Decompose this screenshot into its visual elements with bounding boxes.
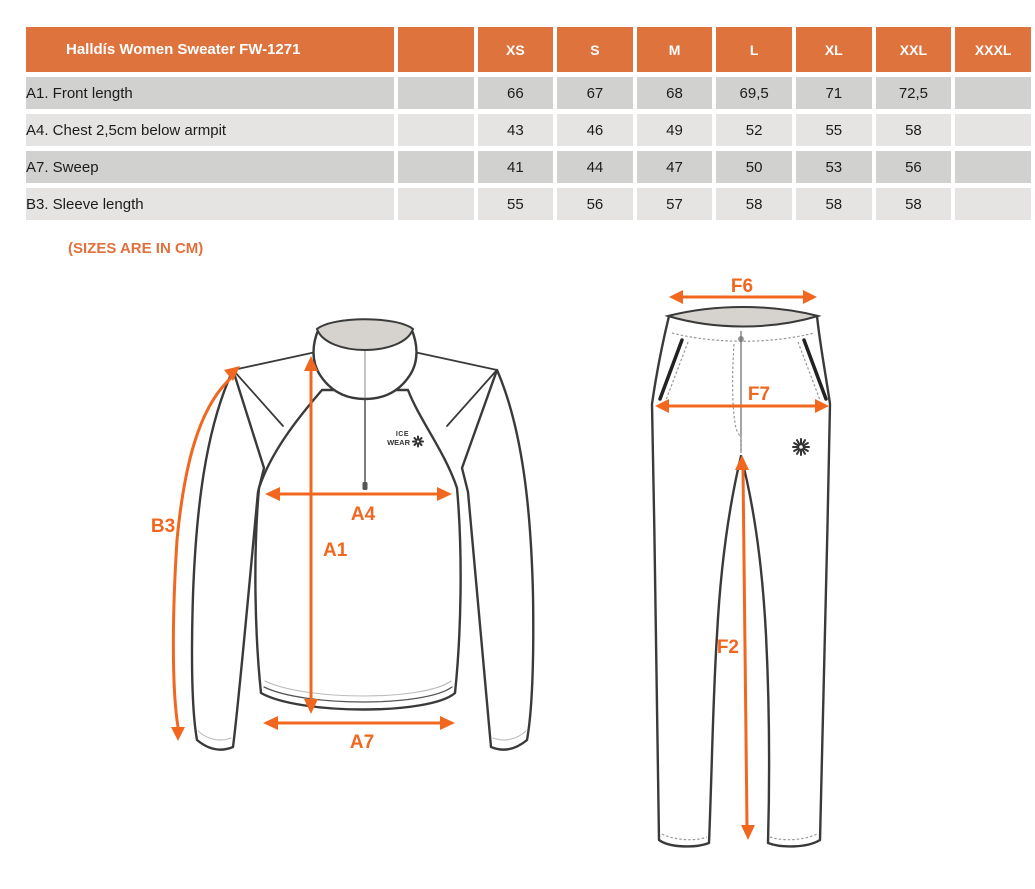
sweater-drawing [151, 319, 533, 753]
pants-drawing [652, 276, 830, 846]
size-value: 72,5 [876, 77, 952, 109]
size-header-s: S [557, 27, 633, 72]
size-value: 41 [478, 151, 554, 183]
a7-arrow [263, 716, 455, 753]
size-value: 58 [796, 188, 872, 220]
measurement-label: A7. Sweep [26, 151, 394, 183]
size-header-xxxl: XXXL [955, 27, 1031, 72]
size-value: 43 [478, 114, 554, 146]
size-value: 47 [637, 151, 713, 183]
size-value: 56 [876, 151, 952, 183]
size-value: 69,5 [716, 77, 792, 109]
label-a4: A4 [350, 504, 376, 525]
size-header-xs: XS [478, 27, 554, 72]
size-value: 56 [557, 188, 633, 220]
label-a7: A7 [349, 732, 375, 753]
size-value: 57 [637, 188, 713, 220]
snowflake-icon [413, 437, 423, 447]
label-a1: A1 [323, 540, 348, 561]
size-header-xl: XL [796, 27, 872, 72]
label-f7: F7 [747, 384, 771, 405]
size-value: 71 [796, 77, 872, 109]
size-value: 46 [557, 114, 633, 146]
measurement-label: A4. Chest 2,5cm below armpit [26, 114, 394, 146]
size-value: 58 [876, 114, 952, 146]
size-value: 55 [478, 188, 554, 220]
size-value: 55 [796, 114, 872, 146]
logo-text-ice: ICE [395, 431, 409, 438]
size-header-xxl: XXL [876, 27, 952, 72]
label-f6: F6 [730, 276, 754, 297]
label-b3: B3 [150, 516, 176, 537]
size-value: 49 [637, 114, 713, 146]
size-value: 50 [716, 151, 792, 183]
zipper-pull [363, 482, 368, 490]
label-f2: F2 [716, 637, 739, 658]
size-header-m: M [637, 27, 713, 72]
size-value: 53 [796, 151, 872, 183]
size-value: 66 [478, 77, 554, 109]
f6-arrow [669, 276, 817, 304]
size-value: 52 [716, 114, 792, 146]
logo-text-wear: WEAR [387, 438, 410, 447]
size-value: 44 [557, 151, 633, 183]
size-header-l: L [716, 27, 792, 72]
size-value: 58 [876, 188, 952, 220]
size-value: 58 [716, 188, 792, 220]
sizes-unit-note: (SIZES ARE IN CM) [68, 240, 204, 257]
table-title: Halldís Women Sweater FW-1271 [26, 27, 394, 72]
size-value: 67 [557, 77, 633, 109]
size-value: 68 [637, 77, 713, 109]
measurement-label: A1. Front length [26, 77, 394, 109]
measurement-label: B3. Sleeve length [26, 188, 394, 220]
